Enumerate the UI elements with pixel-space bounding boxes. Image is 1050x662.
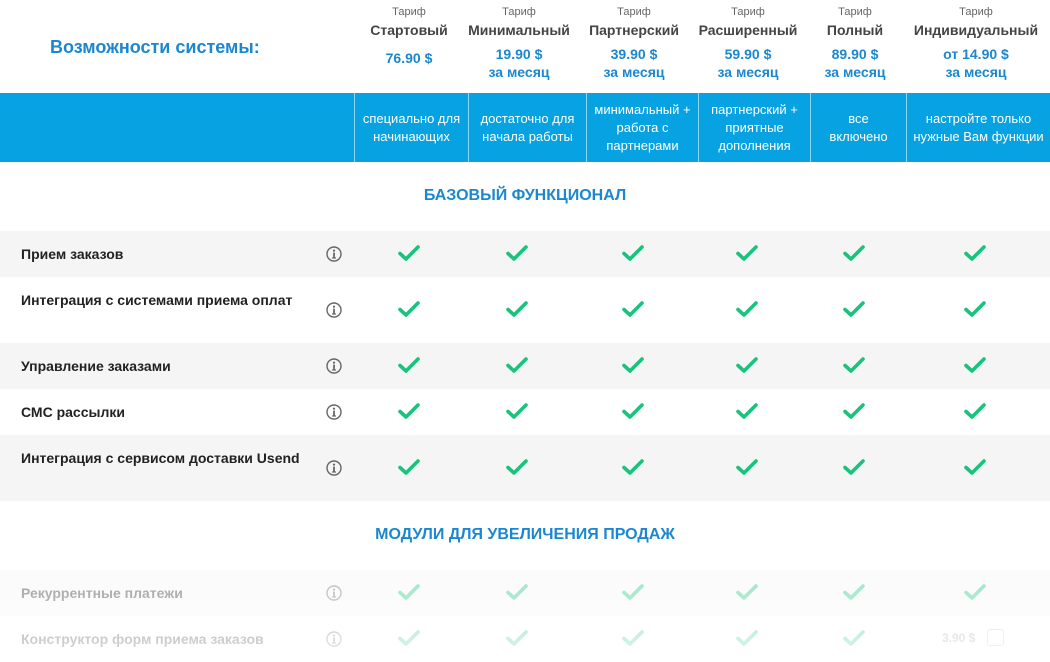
check-icon (964, 459, 986, 475)
plan-price: 39.90 $ (610, 46, 658, 62)
plan-caption: Тариф (392, 6, 426, 18)
plan-desc-starter: специально для начинающих (354, 93, 468, 162)
plan-header-individual (908, 5, 1044, 81)
check-icon (506, 301, 528, 317)
check-icon (736, 245, 758, 261)
feature-label: Интеграция с сервисом доставки Usend (21, 450, 300, 466)
check-icon (622, 357, 644, 373)
check-icon (398, 245, 420, 261)
feature-label: СМС рассылки (21, 404, 125, 420)
plan-desc-minimal: достаточно для начала работы (468, 93, 586, 162)
plan-header-partner (582, 5, 686, 81)
feature-label: Управление заказами (21, 358, 171, 374)
plan-descriptions-band (0, 93, 1050, 162)
check-icon (843, 245, 865, 261)
check-icon (398, 357, 420, 373)
check-icon (622, 459, 644, 475)
plans-header (0, 0, 1050, 94)
check-icon (736, 357, 758, 373)
check-icon (622, 403, 644, 419)
plan-header-extended (694, 5, 802, 81)
check-icon (843, 301, 865, 317)
plan-name: Индивидуальный (913, 22, 1039, 38)
check-icon (964, 403, 986, 419)
check-icon (506, 245, 528, 261)
plan-desc-individual: настройте только нужные Вам функции (906, 93, 1050, 162)
plan-header-minimal (463, 5, 575, 81)
info-icon[interactable] (326, 404, 342, 420)
plan-header-starter (363, 5, 455, 67)
check-icon (398, 301, 420, 317)
section-title-modules: МОДУЛИ ДЛЯ УВЕЛИЧЕНИЯ ПРОДАЖ (375, 526, 675, 543)
plan-name: Партнерский (589, 22, 679, 38)
check-icon (506, 459, 528, 475)
info-icon[interactable] (326, 302, 342, 318)
plan-price: 76.90 $ (385, 50, 433, 66)
info-icon[interactable] (326, 460, 342, 476)
check-icon (843, 357, 865, 373)
feature-label: Интеграция с системами приема оплат (21, 292, 293, 308)
check-icon (506, 403, 528, 419)
plan-desc-extended: партнерский + приятные дополнения (698, 93, 810, 162)
check-icon (843, 459, 865, 475)
plan-caption: Тариф (838, 6, 872, 18)
check-icon (736, 301, 758, 317)
plan-period: за месяц (717, 64, 779, 80)
check-icon (964, 245, 986, 261)
check-icon (964, 301, 986, 317)
fade-overlay (0, 560, 1050, 661)
plan-price: 89.90 $ (831, 46, 879, 62)
feature-label: Прием заказов (21, 246, 124, 262)
plan-caption: Тариф (959, 6, 993, 18)
plan-caption: Тариф (617, 6, 651, 18)
plan-name: Полный (826, 22, 884, 38)
plan-period: за месяц (824, 64, 886, 80)
features-title: Возможности системы: (50, 37, 260, 57)
plan-name: Минимальный (468, 22, 570, 38)
check-icon (964, 357, 986, 373)
plan-caption: Тариф (502, 6, 536, 18)
plan-name: Стартовый (370, 22, 448, 38)
plan-caption: Тариф (731, 6, 765, 18)
section-title-basic: БАЗОВЫЙ ФУНКЦИОНАЛ (423, 187, 627, 204)
plan-name: Расширенный (698, 22, 798, 38)
info-icon[interactable] (326, 246, 342, 262)
plan-desc-full: все включено (810, 93, 906, 162)
plan-desc-partner: минимальный + работа с партнерами (586, 93, 698, 162)
check-icon (736, 403, 758, 419)
check-icon (506, 357, 528, 373)
check-icon (622, 301, 644, 317)
check-icon (622, 245, 644, 261)
plan-price: 59.90 $ (724, 46, 772, 62)
plan-period: за месяц (603, 64, 665, 80)
check-icon (843, 403, 865, 419)
check-icon (398, 459, 420, 475)
plan-price: 19.90 $ (495, 46, 543, 62)
info-icon[interactable] (326, 358, 342, 374)
check-icon (736, 459, 758, 475)
plan-header-full (812, 5, 898, 81)
plan-period: за месяц (945, 64, 1007, 80)
check-icon (398, 403, 420, 419)
plan-price: от 14.90 $ (943, 46, 1009, 62)
plan-period: за месяц (488, 64, 550, 80)
